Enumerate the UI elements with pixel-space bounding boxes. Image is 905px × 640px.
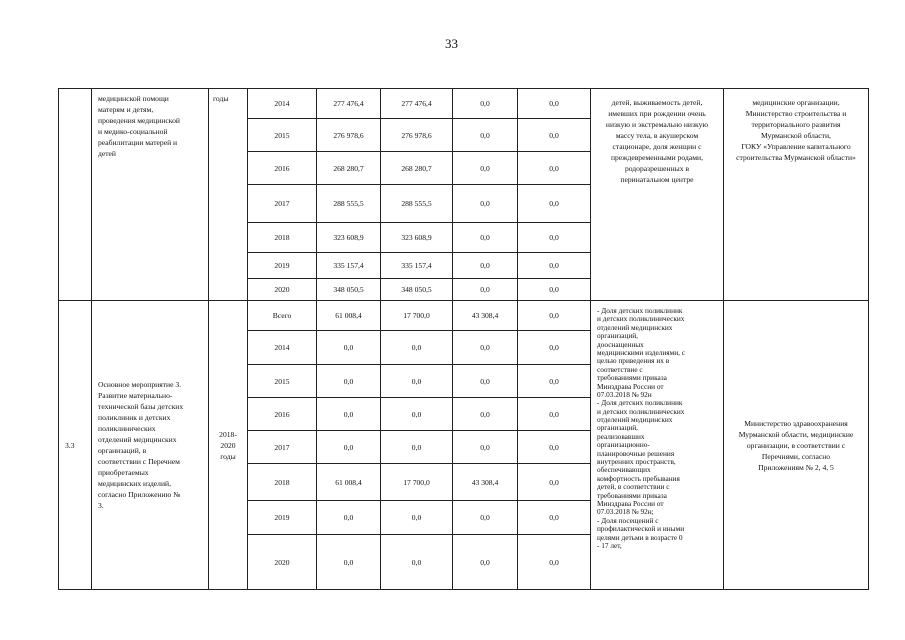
other-sources-cell: 0,0 [518,535,591,590]
table-row [59,89,869,119]
activity-name-line: поликлинических [98,424,156,433]
implementation-period [209,301,248,590]
period-line: 2018- [219,429,237,439]
indicator-line: - Доля детских поликлиник [597,398,683,408]
other-sources-cell: 0,0 [518,119,591,152]
regional-budget-cell: 17 700,0 [381,464,453,501]
year-cell: 2019 [248,253,317,279]
total-amount-cell: 0,0 [317,501,381,535]
total-amount-cell: 268 280,7 [317,152,381,185]
total-amount-cell: 335 157,4 [317,253,381,279]
activity-name-line: медицинской помощи [98,94,169,103]
executor-line: Перечнями, согласно [761,451,831,461]
total-amount-cell: 277 476,4 [317,89,381,119]
total-amount-cell: 0,0 [317,331,381,365]
executor-line: Министерство здравоохранения [744,418,848,428]
year-cell: 2020 [248,535,317,590]
indicator-line: детей, в соответствии с [597,482,670,492]
executor-line: территориального развития [751,120,841,129]
federal-budget-cell: 0,0 [453,535,518,590]
regional-budget-cell: 348 050,5 [381,279,453,301]
executors-cell [724,89,869,301]
other-sources-cell: 0,0 [518,398,591,431]
regional-budget-cell: 0,0 [381,331,453,365]
year-cell: 2016 [248,398,317,431]
executors-cell [724,301,869,590]
indicator-line: 07.03.2018 № 92н [597,389,652,399]
regional-budget-cell: 277 476,4 [381,89,453,119]
row-index-cell: 3.3 [59,301,92,590]
indicator-line: 07.03.2018 № 92н; [597,507,654,517]
federal-budget-cell: 0,0 [453,431,518,464]
activity-name-line: Развитие материально- [98,391,173,400]
indicator-line: реализовавших [597,431,645,441]
regional-budget-cell: 288 555,5 [381,185,453,223]
indicator-line: - Доля детских поликлиник [597,306,683,315]
executor-line: Мурманской области, [761,131,831,140]
indicator-line: соответствие с [597,364,643,374]
total-amount-cell: 0,0 [317,398,381,431]
total-amount-cell: 0,0 [317,535,381,590]
indicator-line: детей, выживаемость детей, [611,98,703,107]
indicator-line: требованиями приказа [597,373,667,383]
other-sources-cell: 0,0 [518,152,591,185]
indicator-line: внутренних пространств, [597,457,676,467]
other-sources-cell: 0,0 [518,464,591,501]
regional-budget-cell: 0,0 [381,365,453,398]
executor-line: Министерство строительства и [745,109,847,118]
year-cell: Всего [248,301,317,331]
period-line: годы [220,451,236,461]
federal-budget-cell: 43 308,4 [453,464,518,501]
year-cell: 2017 [248,185,317,223]
indicator-line: и детских поликлинических [597,406,685,416]
indicator-line: обеспечивающих [597,465,651,475]
activity-name-line: Основное мероприятие 3. [98,380,182,389]
indicators-cell [591,89,724,301]
year-cell: 2018 [248,464,317,501]
period-line: 2020 [220,440,236,450]
total-amount-cell: 0,0 [317,431,381,464]
activity-name-line: поликлиник и детских [98,413,171,422]
activity-name-line: согласно Приложению № [98,490,181,499]
activity-name [92,301,209,590]
federal-budget-cell: 43 308,4 [453,301,518,331]
indicator-line: стационаре, доля женщин с [612,142,702,151]
indicator-line: организационно- [597,440,650,450]
indicator-line: Минздрава России от [597,498,664,508]
regional-budget-cell: 0,0 [381,501,453,535]
regional-budget-cell: 276 978,6 [381,119,453,152]
total-amount-cell: 348 050,5 [317,279,381,301]
activity-name-line: реабилитации матерей и [98,138,178,147]
activity-name-line: приобретаемых [98,468,149,477]
year-cell: 2020 [248,279,317,301]
other-sources-cell: 0,0 [518,365,591,398]
federal-budget-cell: 0,0 [453,152,518,185]
regional-budget-cell: 268 280,7 [381,152,453,185]
regional-budget-cell: 0,0 [381,535,453,590]
indicator-line: целями детьми в возрасте 0 [597,532,683,542]
indicator-line: медицинскими изделиями, с [597,347,686,357]
federal-budget-cell: 0,0 [453,398,518,431]
indicator-line: отделений медицинских [597,322,673,332]
year-cell: 2014 [248,89,317,119]
other-sources-cell: 0,0 [518,301,591,331]
year-cell: 2018 [248,223,317,253]
other-sources-cell: 0,0 [518,185,591,223]
indicator-line: - 17 лет, [597,540,622,550]
indicator-line: требованиями приказа [597,490,667,500]
regional-budget-cell: 17 700,0 [381,301,453,331]
other-sources-cell: 0,0 [518,431,591,464]
activity-name-line: медицинских изделий, [98,479,171,488]
other-sources-cell: 0,0 [518,331,591,365]
page-number: 33 [445,36,458,51]
other-sources-cell: 0,0 [518,253,591,279]
indicator-line: и детских поликлинических [597,314,685,324]
year-cell: 2019 [248,501,317,535]
year-cell: 2015 [248,365,317,398]
indicator-line: низкую и экстремально низкую [605,120,709,129]
activity-name-line: отделений медицинских [98,435,177,444]
indicators-cell [591,301,724,590]
indicator-line: организаций, [597,423,638,433]
executor-line: Мурманской области, медицинские [738,429,854,439]
other-sources-cell: 0,0 [518,279,591,301]
indicator-line: дооснащенных [597,339,644,349]
activity-name-line: и медико-социальной [98,127,168,136]
activity-name-line: 3. [98,501,104,510]
federal-budget-cell: 0,0 [453,119,518,152]
year-cell: 2015 [248,119,317,152]
activity-name-line: проведения медицинской [98,116,180,125]
federal-budget-cell: 0,0 [453,279,518,301]
year-cell: 2014 [248,331,317,365]
section-b [59,301,869,590]
indicator-line: родоразрешенных в [624,164,690,173]
indicator-line: организаций, [597,331,638,341]
executor-line: строительства Мурманской области» [736,153,856,162]
indicator-line: перинатальном центре [620,175,694,184]
indicator-line: комфортность пребывания [597,473,680,483]
executor-line: ГОКУ «Управление капитального [741,142,851,151]
indicator-line: целью приведения их в [597,356,670,366]
regional-budget-cell: 0,0 [381,431,453,464]
regional-budget-cell: 335 157,4 [381,253,453,279]
implementation-period: годы [209,89,248,301]
activity-name-line: организаций, в [98,446,147,455]
indicator-line: отделений медицинских [597,415,673,425]
indicator-line: планировочные решения [597,448,675,458]
indicator-line: имевших при рождении очень [608,109,706,118]
total-amount-cell: 0,0 [317,365,381,398]
total-amount-cell: 323 608,9 [317,223,381,253]
year-cell: 2017 [248,431,317,464]
indicator-line: - Доля посещений с [597,515,659,525]
federal-budget-cell: 0,0 [453,89,518,119]
other-sources-cell: 0,0 [518,89,591,119]
indicator-line: профилактической и иными [597,524,685,534]
federal-budget-cell: 0,0 [453,331,518,365]
total-amount-cell: 276 978,6 [317,119,381,152]
table-row [59,301,869,331]
federal-budget-cell: 0,0 [453,185,518,223]
program-table [58,88,869,590]
federal-budget-cell: 0,0 [453,365,518,398]
federal-budget-cell: 0,0 [453,253,518,279]
activity-name-line: матерям и детям, [98,105,154,114]
activity-name [92,89,209,301]
total-amount-cell: 61 008,4 [317,464,381,501]
other-sources-cell: 0,0 [518,223,591,253]
executor-line: Приложениям № 2, 4, 5 [758,462,834,472]
section-a [59,89,869,301]
total-amount-cell: 61 008,4 [317,301,381,331]
year-cell: 2016 [248,152,317,185]
indicator-line: преждевременными родами, [610,153,703,162]
total-amount-cell: 288 555,5 [317,185,381,223]
activity-name-line: соответствии с Перечнем [98,457,180,466]
activity-name-line: детей [98,149,116,158]
executor-line: медицинские организации, [752,98,840,107]
executor-line: организации, в соответствии с [746,440,846,450]
regional-budget-cell: 323 608,9 [381,223,453,253]
indicator-line: массу тела, в акушерском [615,131,699,140]
indicator-line: Минздрава России от [597,381,664,391]
other-sources-cell: 0,0 [518,501,591,535]
federal-budget-cell: 0,0 [453,501,518,535]
regional-budget-cell: 0,0 [381,398,453,431]
row-index-cell [59,89,92,301]
activity-name-line: технической базы детских [98,402,184,411]
federal-budget-cell: 0,0 [453,223,518,253]
